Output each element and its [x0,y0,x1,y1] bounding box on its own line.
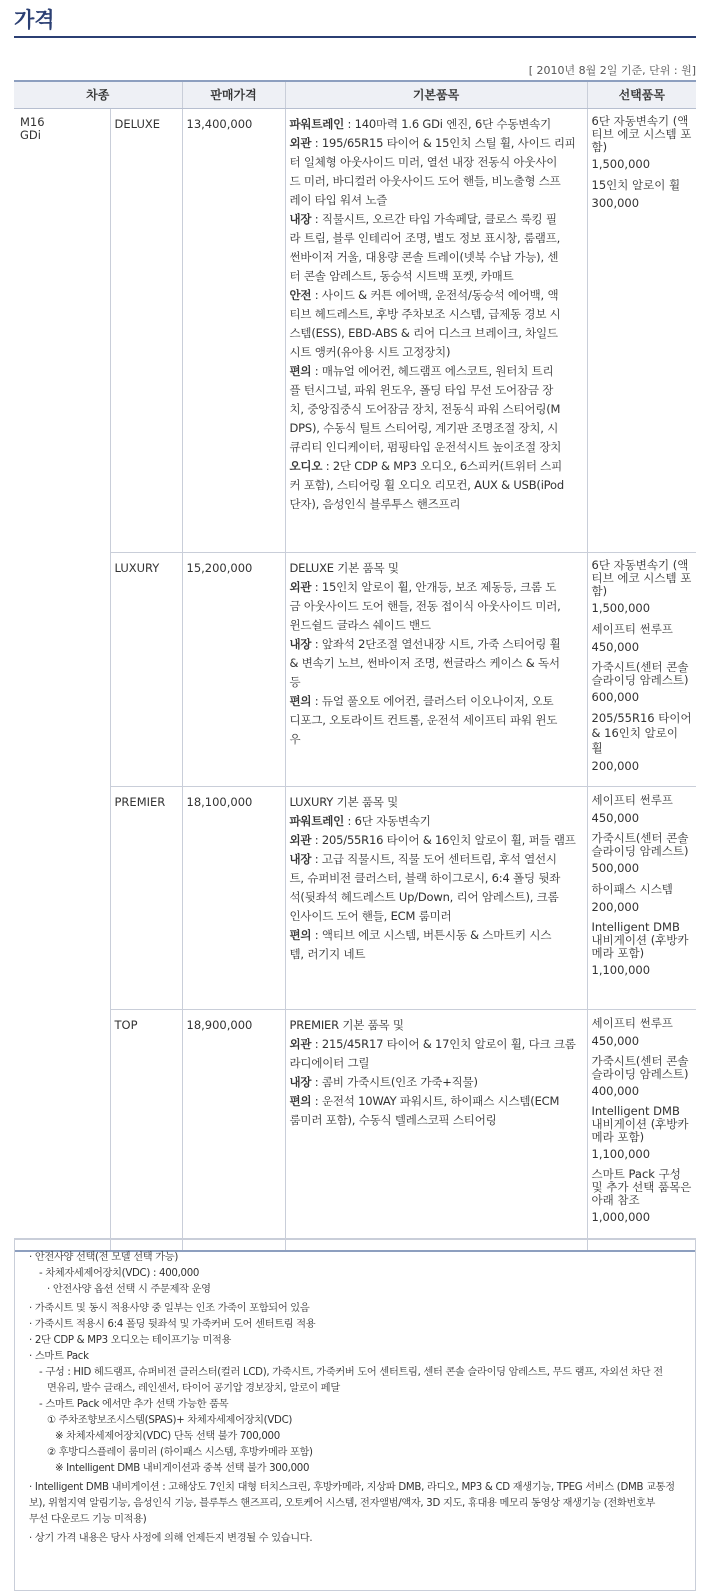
basic-item-line: 편의 : 듀얼 풀오토 에어컨, 클러스터 이오나이저, 오토 [289,693,554,708]
basic-item-line: 오디오 : 2단 CDP & MP3 오디오, 6스피커(트위터 스피 [289,458,562,473]
basic-item-line: 티브 헤드레스트, 후방 주차보조 시스템, 급제동 경보 시 [289,306,561,321]
basic-item-line: 외관 : 195/65R15 타이어 & 15인치 스틸 휠, 사이드 리피 [289,135,576,150]
option-name: 가죽시트(센터 콘솔 슬라이딩 암레스트) [591,659,689,687]
note-line: · 2단 CDP & MP3 오디오는 테이프기능 미적용 [29,1335,232,1346]
price-cell: 13,400,000 [182,108,285,552]
option-items-cell [587,786,696,1009]
option-name: 세이프티 썬루프 [591,621,673,636]
basic-item-line: 안전 : 사이드 & 커튼 에어백, 운전석/동승석 에어백, 액 [289,287,559,302]
option-price: 200,000 [591,899,640,914]
option-items-cell [587,1009,696,1251]
note-line: 보), 위험지역 알림기능, 음성인식 기능, 블루투스 핸즈프리, 오토케어 시스템, 전자앨범/액자, 3D 지도, 휴대용 메모리 동영상 재생기능 (전화번호부 [29,1498,656,1509]
basic-items-cell [285,786,587,1009]
price-cell: 18,100,000 [182,786,285,1009]
price-cell: 15,200,000 [182,552,285,786]
model-name: M16 [20,114,45,129]
option-name: 하이패스 시스템 [591,881,673,896]
basic-item-line: PREMIER 기본 품목 및 [289,1017,404,1032]
header-options: 선택품목 [587,81,696,108]
basic-item-line: 파워트레인 : 140마력 1.6 GDi 엔진, 6단 수동변속기 [289,116,551,131]
basic-item-line: 라디에이터 그릴 [289,1055,370,1070]
note-line: - 구성 : HID 헤드램프, 슈퍼비전 클러스터(컬러 LCD), 가죽시트, 가죽커버 도어 센터트림, 센터 콘솔 슬라이딩 암레스트, 무드 램프, 자외선 차단 전 [39,1367,663,1378]
trim-cell: DELUXE [110,108,182,552]
header-model: 차종 [14,81,182,108]
note-line: ※ 차체자세제어장치(VDC) 단독 선택 불가 700,000 [55,1431,280,1442]
basic-item-line: 석(뒷좌석 헤드레스트 Up/Down, 리어 암레스트), 크롬 [289,889,559,904]
basic-item-line: 드 미러, 바디컬러 아웃사이드 도어 핸들, 비노출형 스프 [289,173,561,188]
option-price: 450,000 [591,1033,640,1048]
header-price: 판매가격 [182,81,285,108]
option-name: Intelligent DMB 내비게이션 (후방카메라 포함) [591,1103,689,1144]
price-basis-note: [ 2010년 8월 2일 기준, 단위 : 원] [528,64,696,77]
note-line: ② 후방디스플레이 룸미러 (하이패스 시스템, 후방카메라 포함) [47,1447,313,1458]
option-name: 세이프티 썬루프 [591,1015,673,1030]
option-items-cell [587,552,696,786]
option-item [592,622,693,658]
note-line: · Intelligent DMB 내비게이션 : 고해상도 7인치 대형 터치스크린, 후방카메라, 지상파 DMB, 라디오, MP3 & CD 재생기능, TPEG 서비스 (DMB 교통정 [29,1482,675,1493]
option-price: 450,000 [591,639,640,654]
basic-item-line: 윈드쉴드 글라스 쉐이드 밴드 [289,617,431,632]
table-header-row [14,81,696,108]
basic-item-line: DPS), 수동식 틸트 스티어링, 계기판 조명조절 장치, 시 [289,420,559,435]
basic-item-line: 내장 : 콤비 가죽시트(인조 가죽+직물) [289,1074,478,1089]
table-row [14,786,696,1009]
notes-box [14,1238,696,1591]
basic-item-line: 외관 : 205/55R16 타이어 & 16인치 알로이 휠, 퍼들 램프 [289,832,576,847]
note-line: 무선 다운로드 기능 미적용) [29,1514,147,1525]
note-line: · 상기 가격 내용은 당사 사정에 의해 언제든지 변경될 수 있습니다. [29,1533,313,1544]
option-price: 1,500,000 [591,600,651,615]
note-line: · 가죽시트 적용시 6:4 폴딩 뒷좌석 및 가죽커버 도어 센터트림 적용 [29,1319,316,1330]
basic-item-line: 편의 : 액티브 에코 시스템, 버튼시동 & 스마트키 시스 [289,927,552,942]
page-title: 가격 [14,8,55,32]
note-line: · 안전사양 옵션 선택 시 주문제작 운영 [47,1284,211,1295]
basic-item-line: 편의 : 매뉴얼 에어컨, 헤드램프 에스코트, 원터치 트리 [289,363,554,378]
table-row [14,1009,696,1251]
option-name: 스마트 Pack 구성 및 추가 선택 품목은 아래 참조 [591,1166,692,1207]
basic-items-cell [285,552,587,786]
basic-item-line: 외관 : 215/45R17 타이어 & 17인치 알로이 휠, 다크 크롬 [289,1036,576,1051]
option-item [592,882,693,918]
option-item [592,1168,693,1228]
note-line: · 안전사양 선택(전 모델 선택 가능) [29,1252,179,1263]
option-price: 300,000 [591,195,640,210]
basic-item-line: 금 아웃사이드 도어 핸들, 전동 접이식 아웃사이드 미러, [289,598,561,613]
basic-item-line: 파워트레인 : 6단 자동변속기 [289,813,431,828]
table-row [14,552,696,786]
basic-items-cell [285,1009,587,1251]
option-price: 1,100,000 [591,962,651,977]
option-name: 가죽시트(센터 콘솔 슬라이딩 암레스트) [591,1053,689,1081]
option-items-cell [587,108,696,552]
basic-item-line: 플 턴시그널, 파워 윈도우, 폴딩 타입 무선 도어잠금 장 [289,382,554,397]
option-price: 400,000 [591,1083,640,1098]
basic-item-line: LUXURY 기본 품목 및 [289,794,399,809]
trim-cell: TOP [110,1009,182,1251]
basic-item-line: 스템(ESS), EBD-ABS & 리어 디스크 브레이크, 차일드 [289,325,558,340]
option-name: 6단 자동변속기 (액티브 에코 시스템 포함) [591,113,692,154]
header-basic: 기본품목 [285,81,587,108]
note-line: ① 주차조향보조시스템(SPAS)+ 차체자세제어장치(VDC) [47,1415,293,1426]
basic-item-line: 디포그, 오토라이트 컨트롤, 운전석 세이프티 파워 윈도 [289,712,558,727]
basic-items-cell [285,108,587,552]
option-price: 600,000 [591,689,640,704]
option-name: 6단 자동변속기 (액티브 에코 시스템 포함) [591,557,692,598]
option-item [592,832,693,879]
basic-item-line: 외관 : 15인치 알로이 휠, 안개등, 보조 제동등, 크롬 도 [289,579,557,594]
basic-item-line: DELUXE 기본 품목 및 [289,560,399,575]
option-price: 1,500,000 [591,156,651,171]
basic-item-line: 큐리티 인디케이터, 펌핑타입 운전석시트 높이조절 장치 [289,439,562,454]
note-line: ※ Intelligent DMB 내비게이션과 중복 선택 불가 300,000 [55,1463,310,1474]
basic-item-line: 터 일체형 아웃사이드 미러, 열선 내장 전동식 아웃사이 [289,154,558,169]
basic-item-line: & 변속기 노브, 썬바이저 조명, 썬글라스 케이스 & 독서 [289,655,560,670]
option-item [592,1055,693,1102]
note-line: 면유리, 발수 글래스, 레인센서, 타이어 공기압 경보장치, 알로이 페달 [47,1383,340,1394]
model-cell [14,108,110,1251]
option-name: Intelligent DMB 내비게이션 (후방카메라 포함) [591,919,689,960]
option-item [592,115,693,175]
basic-item-line: 템, 러기지 네트 [289,946,366,961]
option-item [592,1105,693,1165]
option-item [592,559,693,619]
title-divider [14,36,696,38]
basic-item-line: 라 트림, 블루 인테리어 조명, 별도 정보 표시창, 룸램프, [289,230,561,245]
option-item [592,921,693,981]
basic-item-line: 인사이드 도어 핸들, ECM 룸미러 [289,908,452,923]
note-line: · 가죽시트 및 동시 적용사양 중 일부는 인조 가죽이 포함되어 있음 [29,1303,310,1314]
note-line: · 스마트 Pack [29,1351,89,1362]
option-price: 450,000 [591,810,640,825]
basic-item-line: 편의 : 운전석 10WAY 파워시트, 하이패스 시스템(ECM [289,1093,560,1108]
note-line: - 차체자세제어장치(VDC) : 400,000 [39,1268,200,1279]
basic-item-line: 시트 앵커(유아용 시트 고정장치) [289,344,451,359]
basic-item-line: 룸미러 포함), 수동식 텔레스코픽 스티어링 [289,1112,497,1127]
basic-item-line: 치, 중앙집중식 도어잠금 장치, 전동식 파워 스티어링(M [289,401,561,416]
trim-cell: LUXURY [110,552,182,786]
option-name: 가죽시트(센터 콘솔 슬라이딩 암레스트) [591,830,689,858]
option-name: 15인치 알로이 휠 [591,177,681,192]
option-item [592,178,693,214]
option-item [592,793,693,829]
option-price: 1,000,000 [591,1209,651,1224]
price-table [14,80,696,1252]
option-price: 1,100,000 [591,1146,651,1161]
basic-item-line: 내장 : 앞좌석 2단조절 열선내장 시트, 가죽 스티어링 휠 [289,636,561,651]
basic-item-line: 단자), 음성인식 블루투스 핸즈프리 [289,496,461,511]
basic-item-line: 내장 : 고급 직물시트, 직물 도어 센터트림, 후석 열선시 [289,851,557,866]
option-item [592,1016,693,1052]
option-item [592,711,693,777]
basic-item-line: 우 [289,731,301,746]
option-name: 205/55R16 타이어 & 16인치 알로이 휠 [591,710,692,755]
basic-item-line: 등 [289,674,301,689]
option-price: 500,000 [591,860,640,875]
trim-cell: PREMIER [110,786,182,1009]
note-line: - 스마트 Pack 에서만 추가 선택 가능한 품목 [39,1399,229,1410]
price-cell: 18,900,000 [182,1009,285,1251]
model-engine: GDi [20,127,41,142]
basic-item-line: 레이 타입 워셔 노즐 [289,192,388,207]
basic-item-line: 썬바이저 거울, 대용량 콘솔 트레이(넷북 수납 가능), 센 [289,249,559,264]
basic-item-line: 트, 슈퍼비전 클러스터, 블랙 하이그로시, 6:4 폴딩 뒷좌 [289,870,561,885]
basic-item-line: 터 콘솔 암레스트, 동승석 시트백 포켓, 카매트 [289,268,514,283]
option-price: 200,000 [591,758,640,773]
basic-item-line: 내장 : 직물시트, 오르간 타입 가속페달, 클로스 룩킹 필 [289,211,557,226]
option-name: 세이프티 썬루프 [591,792,673,807]
basic-item-line: 커 포함), 스티어링 휠 오디오 리모컨, AUX & USB(iPod [289,477,564,492]
option-item [592,661,693,708]
table-row [14,108,696,552]
